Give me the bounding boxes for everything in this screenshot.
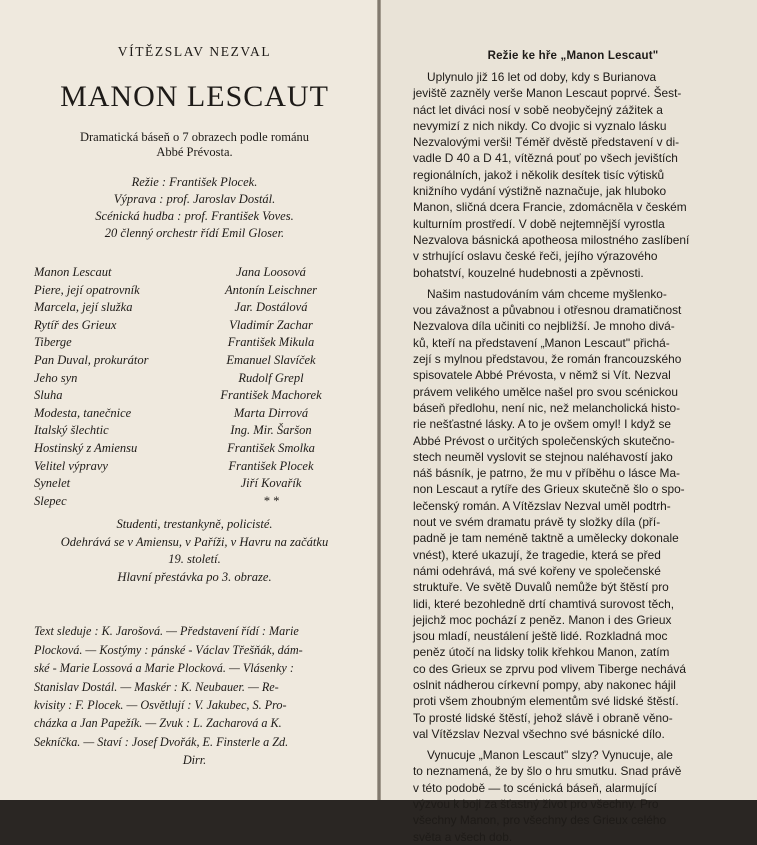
subtitle-line: Dramatická báseň o 7 obrazech podle románu — [79, 130, 310, 144]
cast-role: Tiberge — [34, 335, 72, 350]
cast-row — [34, 493, 355, 511]
cast-row — [34, 299, 355, 317]
essay-title: Režie ke hře „Manon Lescaut" — [487, 50, 659, 62]
crew-line: Sekníčka. — Staví : Josef Dvořák, E. Finsterle a Zd. — [34, 734, 289, 749]
cast-row — [34, 264, 355, 282]
essay-line: jejichž moc pochází z peněz. Manon i des Grieux — [413, 612, 672, 627]
right-page — [381, 0, 757, 844]
left-page — [0, 0, 377, 800]
cast-actor: František Mikula — [227, 335, 315, 350]
crew-credits — [34, 622, 355, 769]
cast-actor: Antonín Leischner — [224, 282, 317, 297]
production-credits — [34, 174, 355, 242]
credit-line: Scénická hudba : prof. František Voves. — [95, 209, 294, 223]
essay-line: nevymizí z nich nikdy. Co dvojic si vyznalo lásku — [413, 118, 667, 133]
cast-role: Slepec — [34, 493, 67, 508]
crew-lines — [34, 622, 355, 751]
crew-line: kvisity : F. Plocek. — Osvětlují : V. Jakubec, S. Pro- — [34, 697, 287, 712]
essay-line: val Vítězslav Nezval všechno své básnické dílo. — [413, 726, 665, 741]
cast-row — [34, 317, 355, 335]
essay-line: padně je tam neméně taktně a umělecky dokonale — [413, 531, 679, 546]
essay-line: Nezvalovými verši! Téměř dvěstě představení v di- — [413, 135, 680, 150]
essay-line: knižního vydání výstižně naznačuje, jak hluboko — [413, 184, 667, 199]
essay-line: náct let diváci nosí v sobě neobyčejný zážitek a — [413, 102, 663, 117]
essay-line: světa a všech dob. — [413, 829, 513, 844]
essay-line: lidi, které bezohledně drtí chamtivá surovost těch, — [413, 596, 675, 611]
crew-line: Stanislav Dostál. — Maskér : K. Neubauer. — Re- — [34, 679, 279, 694]
cast-role: Sluha — [34, 388, 63, 403]
cast-role: Marcela, její služka — [34, 300, 133, 315]
essay-line: zejí s mylnou představou, že román francouzského — [413, 352, 682, 367]
cast-list — [34, 264, 355, 510]
cast-actor: Jar. Dostálová — [234, 300, 308, 315]
cast-actor: Jiří Kovařík — [240, 476, 302, 491]
essay-line: jsou mladí, neustálení ještě lidé. Rozkladná moc — [413, 629, 668, 644]
credit-line: Výprava : prof. Jaroslav Dostál. — [113, 192, 276, 206]
essay-line: námi odehrává, má své kořeny ve společenské — [413, 563, 661, 578]
cast-actor: Rudolf Grepl — [238, 370, 304, 385]
crew-line: cházka a Jan Papežík. — Zvuk : L. Zacharová a K. — [34, 716, 282, 731]
cast-row — [34, 387, 355, 405]
essay-line: v strhující oslavu české řeči, jejího výrazového — [413, 249, 658, 264]
crew-line: ské - Marie Lossová a Marie Plocková. — Vlásenky : — [34, 661, 294, 676]
essay-line: proti všem zhoubným elementům své lidské štěstí. — [413, 694, 679, 709]
extras-note: Studenti, trestankyně, policisté. — [116, 517, 273, 532]
cast-role: Piere, její opatrovník — [34, 282, 140, 297]
essay-line: Nezvalova díla učiniti co nejbližší. Je mnoho divá- — [413, 319, 675, 334]
essay-line: To prosté lidské štěstí, jehož slávě i obraně věno- — [413, 710, 673, 725]
essay-line: rie nešťastné lásky. A to je ovšem omyl! I když se — [413, 417, 672, 432]
cast-row — [34, 422, 355, 440]
essay-line: peněz útočí na lidsky tolik křehkou Manon, zatím — [413, 645, 670, 660]
cast-role: Italský šlechtic — [34, 423, 109, 438]
essay-line: Našim nastudováním vám chceme myšlenko- — [427, 286, 667, 301]
cast-role: Synelet — [34, 476, 71, 491]
cast-role: Manon Lescaut — [34, 265, 112, 279]
credit-line: 20 členný orchestr řídí Emil Gloser. — [104, 226, 285, 240]
essay-line: Vynucuje „Manon Lescaut" slzy? Vynucuje, ale — [427, 748, 673, 763]
cast-role: Hostinský z Amiensu — [34, 440, 138, 455]
cast-actor: Emanuel Slavíček — [226, 352, 316, 367]
essay-line: non Lescaut a rytíře des Grieux skutečně šlo o spo- — [413, 482, 685, 497]
essay-line: výzvou k boji za šťastný život pro všechny. Pro — [413, 797, 659, 812]
play-subtitle — [34, 130, 355, 160]
essay-line: co des Grieux se zprvu pod vlivem Tiberge nechává — [413, 661, 686, 676]
cast-role: Velitel výpravy — [34, 458, 108, 473]
essay-line: všechny Manon, pro všechny des Grieux celého — [413, 813, 667, 828]
cast-row — [34, 440, 355, 458]
essay-line: Manon, sličná dcera Francie, zdomácněla v českém — [413, 200, 687, 215]
cast-role: Rytíř des Grieux — [34, 317, 117, 332]
essay-line: jeviště zazněly verše Manon Lescaut poprvé. Šest- — [413, 86, 682, 101]
cast-row — [34, 475, 355, 493]
crew-line-last: Dirr. — [182, 753, 207, 768]
cast-role: Pan Duval, prokurátor — [34, 352, 149, 367]
setting-notes — [34, 516, 355, 586]
essay-line: oslnit nádherou církevní pompy, aby nakonec hájil — [413, 677, 676, 692]
essay-line: vou závažnost a půvabnou i otřesnou dramatičnost — [413, 303, 682, 318]
cast-row — [34, 370, 355, 388]
cast-row — [34, 352, 355, 370]
cast-row — [34, 405, 355, 423]
cast-actor: Ing. Mir. Šaršon — [230, 423, 312, 438]
credit-line: Režie : František Plocek. — [131, 175, 258, 189]
cast-actor: * * — [263, 493, 279, 508]
essay-line: vadle D 40 a D 41, vítězná pouť po všech jevištích — [413, 151, 678, 166]
cast-row — [34, 282, 355, 300]
essay-line: ků, kteří na představení „Manon Lescaut" přichá- — [413, 335, 670, 350]
director-essay — [413, 69, 733, 845]
cast-row — [34, 334, 355, 352]
essay-line: regionálních, jakož i několik desítek tisíc výtisků — [413, 167, 665, 182]
intermission-note: Hlavní přestávka po 3. obraze. — [117, 569, 272, 584]
cast-actor: František Plocek — [228, 458, 314, 473]
essay-line: Nezvalova básnická apotheosa milostného zaslíbení — [413, 232, 690, 247]
essay-line: to neznamená, že by šlo o hru smutku. Snad právě — [413, 764, 682, 779]
essay-line: stech neuměl vyslovit se stejnou naléhavostí jako — [413, 449, 673, 464]
essay-line: struktuře. Ve světě Duvalů nemůže být štěstí pro — [413, 580, 669, 595]
cast-role: Jeho syn — [34, 370, 78, 385]
subtitle-line: Abbé Prévosta. — [156, 145, 233, 159]
essay-line: nout ve svém dramatu právě ty složky díla (pří- — [413, 515, 661, 530]
essay-line: spisovatele Abbé Prévosta, v němž si Vít. Nezval — [413, 368, 671, 383]
cast-actor: Marta Dirrová — [233, 405, 309, 420]
essay-line: Abbé Prévost o určitých společenských skutečno- — [413, 433, 675, 448]
essay-line: vnést), které ukazují, že tragedie, která se před — [413, 547, 661, 562]
cast-role: Modesta, tanečnice — [34, 405, 132, 420]
cast-actor: Vladimír Zachar — [229, 317, 313, 332]
cast-actor: Jana Loosová — [236, 265, 306, 279]
setting-note: Odehrává se v Amiensu, v Paříži, v Havru na začátku — [60, 534, 329, 549]
essay-line: báseň předlohu, není nic, než melancholická histo- — [413, 400, 681, 415]
essay-line: bohatství, kouzelné hudebnosti a zpěvnosti. — [413, 265, 644, 280]
essay-line: kulturním prostředí. V době nejtemnější vyrostla — [413, 216, 665, 231]
author-name: VÍTĚZSLAV NEZVAL — [117, 44, 272, 59]
period-note: 19. století. — [168, 552, 221, 567]
cast-actor: František Machorek — [220, 388, 322, 403]
essay-line: právem velikého umělce našel pro svou scénickou — [413, 384, 679, 399]
cast-actor: František Smolka — [227, 440, 315, 455]
play-title: MANON LESCAUT — [60, 80, 329, 113]
crew-line: Plocková. — Kostýmy : pánské - Václav Třešňák, dám- — [34, 642, 303, 657]
crew-line: Text sleduje : K. Jarošová. — Představení řídí : Marie — [34, 624, 299, 639]
cast-row — [34, 458, 355, 476]
essay-line: Uplynulo již 16 let od doby, kdy s Burianova — [427, 70, 657, 84]
essay-line: lečenský román. A Vítězslav Nezval uměl podtrh- — [413, 498, 671, 513]
essay-line: v této podobě — to scénická báseň, alarmující — [413, 780, 657, 795]
essay-line: náš básník, je patrno, že mu v příběhu o lásce Ma- — [413, 466, 681, 481]
